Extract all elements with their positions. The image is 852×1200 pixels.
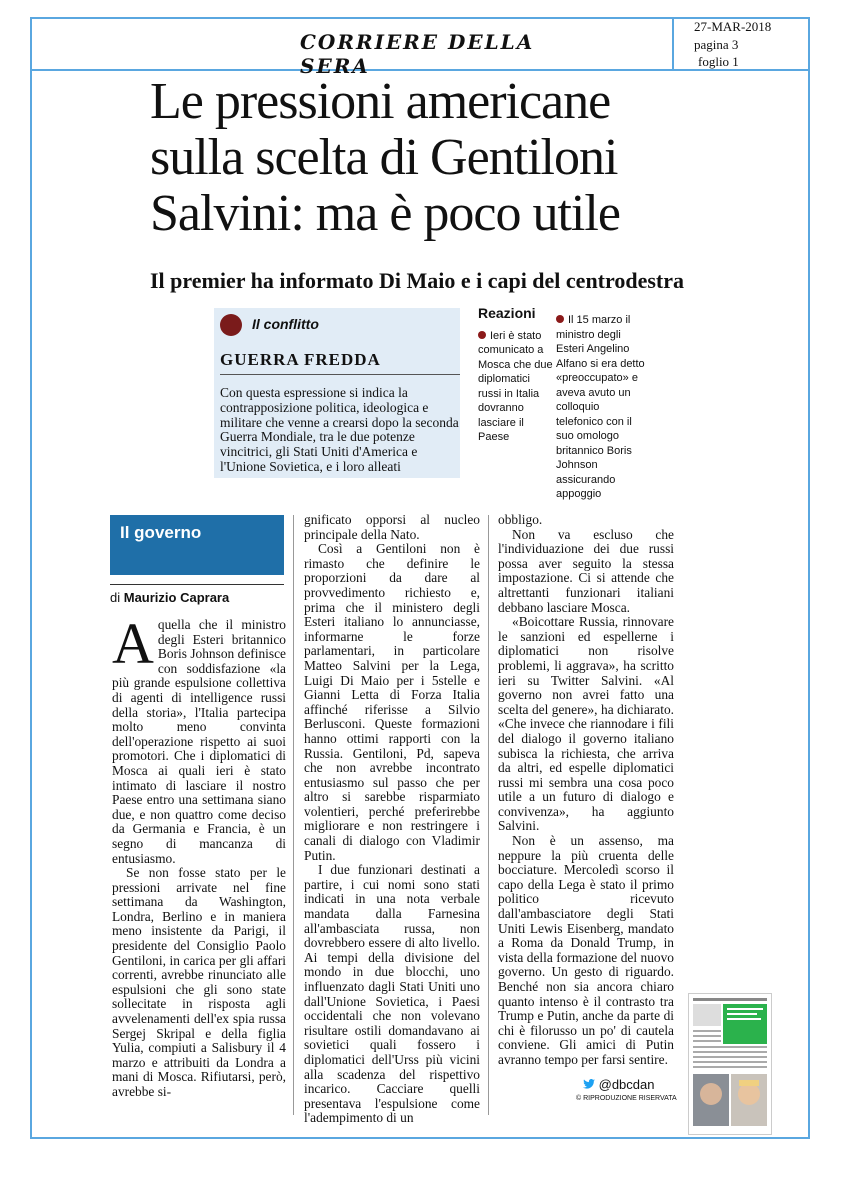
byline (110, 590, 229, 605)
box-text: Con questa espressione si indica la contrapposizione politica, ideologica e militare che venne a crearsi dopo la seconda Guerra Mondiale, tra le due potenze vincitrici, gli Stati Uniti d'America e l'Unione Sovietica, e i loro alleati (220, 385, 459, 474)
masthead: CORRIERE DELLA SERA (300, 30, 535, 78)
section-title: Il governo (120, 523, 202, 542)
page-thumbnail (688, 993, 772, 1135)
reactions-title: Reazioni (478, 305, 536, 321)
reaction-item: Ieri è stato comunicato a Mosca che due diplomatici russi in Italia dovranno lasciare il Paese (478, 329, 553, 443)
article-column-1 (112, 611, 286, 1100)
glossary-box (214, 308, 460, 478)
headline-line: sulla scelta di Gentiloni (150, 129, 618, 186)
subheadline: Il premier ha informato Di Maio e i capi del centrodestra (150, 268, 685, 293)
twitter-handle-text: @dbcdan (598, 1077, 655, 1092)
article-paragraph: Non va escluso che l'individuazione dei due russi possa aver seguito la stessa impostazione. Ci si attende che altrettanti funzionari italiani debbano lasciare Mosca. (498, 526, 674, 615)
drop-cap: A (112, 611, 154, 676)
section-label (110, 515, 284, 575)
sheet-number: foglio 1 (698, 54, 739, 69)
reaction-item: Il 15 marzo il ministro degli Esteri Angelino Alfano si era detto «preoccupato» e aveva avuto un colloquio telefonico con il suo omologo britannico Boris Johnson assicurando appoggio (556, 314, 645, 500)
article-paragraph: gnificato opporsi al nucleo principale della Nato. (304, 512, 480, 542)
bullet-icon (478, 331, 486, 339)
twitter-icon (583, 1077, 595, 1087)
article-paragraph: «Boicottare Russia, rinnovare le sanzioni ed espellerne i diplomatici non risolve problemi, li aggrava», ha scritto ieri su Twitter Salvini. «Al governo non avrei fatto una scelta del genere», ha dichiarato. «Che invece che riannodare i fili del dialogo il governo italiano subisca la richiesta, che arriva da altri, ed espelle diplomatici russi mi sembra una cosa poco utile a un futuro di dialogo e convivenza», ha aggiunto Salvini. (498, 614, 674, 834)
byline-divider (110, 584, 284, 585)
article-paragraph: obbligo. (498, 512, 543, 527)
column-divider (293, 515, 294, 1115)
copyright-note: © RIPRODUZIONE RISERVATA (576, 1095, 677, 1102)
header-separator (672, 17, 674, 71)
date: 27-MAR-2018 (694, 19, 772, 34)
bullet-icon (220, 314, 242, 336)
reactions-column-2 (556, 313, 648, 502)
column-divider (488, 515, 489, 1115)
article-column-2 (304, 513, 480, 1126)
article-paragraph: I due funzionari destinati a partire, i cui nomi sono stati indicati in una nota verbale mandata dalla Farnesina all'ambasciata russa, non dovrebbero essere di alto livello. Ai tempi della divisione del mondo in due blocchi, uno influenzato dagli Stati Uniti uno dall'Unione Sovietica, i Paesi occidentali che non volevano risultare ostili domandavano ai sovietici quali fossero i diplomatici dell'Urss più vicini alla scadenza del rispettivo incarico. Cacciare quelli presentava l'espulsione come l'adempimento di un (304, 862, 480, 1126)
article-paragraph (112, 611, 286, 866)
article-paragraph: Così a Gentiloni non è rimasto che definire le proporzioni da dare al provvedimento richiesto e, prima che il ministero degli Esteri italiano lo annunciasse, informarne le forze parlamentari, in particolare Matteo Salvini per la Lega, Luigi Di Maio per i 5stelle e Gianni Letta di Forza Italia affinché riferisse a Silvio Berlusconi. Queste formazioni hanno ottimi rapporti con la Russia. Gentiloni, Pd, sapeva che non avrebbe incontrato entusiasmo sul passo che per altro si sarebbe risparmiato volentieri, perché preferirebbe migliorare e non restringere i canali di dialogo con Vladimir Putin. (304, 541, 480, 863)
article-paragraph: Se non fosse stato per le pressioni arrivate nel fine settimana da Washington, Londra, Berlino e in maniera meno insistente da Parigi, il presidente del Consiglio Paolo Gentiloni, in carica per gli affari correnti, avrebbe rinunciato alle espulsioni che gli sono state sollecitate in risposta agli avvelenamenti dell'ex spia russa Sergej Skripal e della figlia Yulia, compiuti a Salisbury il 4 marzo e attribuiti da Londra a mani di Mosca. Rifiutarsi, però, avrebbe si- (112, 865, 286, 1099)
page-number: pagina 3 (694, 37, 739, 52)
twitter-handle (583, 1077, 654, 1092)
byline-author: Maurizio Caprara (123, 590, 230, 605)
box-title: GUERRA FREDDA (220, 350, 381, 369)
article-column-3 (498, 513, 674, 1068)
headline-line: Salvini: ma è poco utile (150, 185, 620, 242)
headline (150, 74, 730, 242)
article-paragraph-text: quella che il ministro degli Esteri britannico Boris Johnson definisce con soddisfazione «la più grande espulsione collettiva di agenti di intelligence russi della storia», l'Italia partecipa molto meno convinta dell'operazione rispetto ai suoi promotori. Che i diplomatici di Mosca ai quali ieri è stato intimato di lasciare il nostro Paese entro una settimana siano due, e non quattro come deciso da Germania e Francia, è un segno di mancanza di entusiasmo. (112, 617, 286, 866)
byline-prefix: di (110, 590, 121, 605)
box-divider (220, 374, 460, 375)
bullet-icon (556, 315, 564, 323)
page-thumbnail-image (689, 994, 771, 1134)
headline-line: Le pressioni americane (150, 73, 611, 130)
box-tag: Il conflitto (252, 316, 319, 332)
article-paragraph: Non è un assenso, ma neppure la più cruenta delle bocciature. Mercoledì scorso il capo della Lega è stato il primo politico ricevuto dall'ambasciatore degli Stati Uniti Lewis Eisenberg, mandato a Roma da Donald Trump, in vista della formazione del nuovo governo. Un gesto di riguardo. Benché non sia ancora chiaro quanto intenso è il contrasto tra Trump e Putin, anche da parte di chi è filorusso un po' di cautela conviene. Gli amici di Putin avranno tempo per farsi sentire. (498, 833, 674, 1067)
reactions-column (478, 306, 556, 496)
